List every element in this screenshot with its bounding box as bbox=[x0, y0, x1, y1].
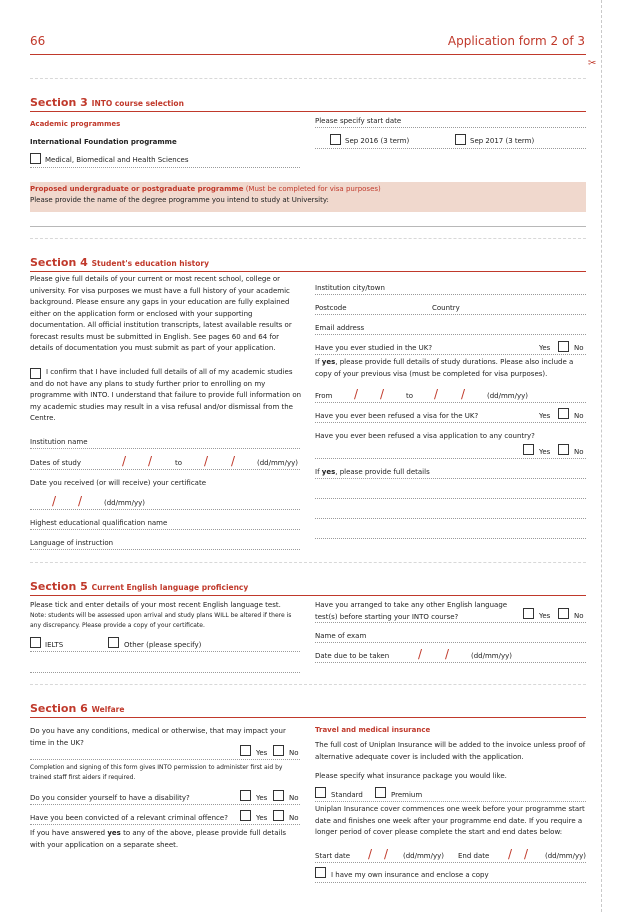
if-yes-prefix: If bbox=[315, 468, 322, 476]
section-6-rule bbox=[30, 717, 586, 718]
academic-programmes-label: Academic programmes bbox=[30, 120, 121, 128]
refused-any-checkbox[interactable] bbox=[523, 444, 534, 455]
section-5-heading bbox=[30, 580, 248, 594]
section-3-heading bbox=[30, 96, 184, 110]
english-test-note: Note: students will be assessed upon arrival and study plans WILL be altered if there is any discrepancy. Please provide a copy of your certificate. bbox=[30, 612, 292, 629]
if-yes-bold: yes bbox=[321, 358, 336, 366]
proposed-programme-field[interactable] bbox=[30, 226, 586, 227]
institution-name-field[interactable] bbox=[30, 448, 300, 449]
answered-yes-note bbox=[30, 828, 302, 851]
start-sep-2016-label: Sep 2016 (3 term) bbox=[345, 137, 410, 145]
date-format-label: (dd/mm/yy) bbox=[545, 852, 586, 860]
certificate-date-field[interactable] bbox=[30, 509, 300, 510]
section-6-heading bbox=[30, 702, 124, 716]
section-4-heading bbox=[30, 256, 209, 270]
other-tests-checkbox[interactable] bbox=[523, 608, 534, 619]
section-6-subtitle: Welfare bbox=[91, 705, 125, 714]
convicted-no-label: No bbox=[289, 814, 299, 822]
refused-details-field[interactable] bbox=[315, 538, 586, 539]
page-number: 66 bbox=[30, 34, 46, 48]
highest-qualification-field[interactable] bbox=[30, 529, 300, 530]
refused-uk-yes-label: Yes bbox=[539, 412, 551, 420]
refused-uk-question: Have you ever been refused a visa for the UK? bbox=[315, 412, 479, 420]
date-separator: / bbox=[508, 847, 513, 861]
postcode-label: Postcode bbox=[315, 304, 347, 312]
date-separator: / bbox=[354, 387, 359, 401]
institution-name-label: Institution name bbox=[30, 438, 88, 446]
from-label: From bbox=[315, 392, 333, 400]
conditions-yes-checkbox[interactable] bbox=[273, 745, 284, 756]
to-label: to bbox=[175, 459, 183, 467]
refused-detail-text: , please provide full details bbox=[335, 468, 430, 476]
other-tests-question: Have you arranged to take any other English language test(s) before starting your INTO course? bbox=[315, 601, 508, 621]
proposed-programme-label: Proposed undergraduate or postgraduate programme bbox=[30, 185, 244, 193]
other-tests-yes-label: Yes bbox=[539, 612, 551, 620]
disability-yes-label: Yes bbox=[256, 794, 268, 802]
dates-of-study-field[interactable] bbox=[30, 469, 300, 470]
other-tests-line bbox=[315, 622, 586, 623]
scissors-icon: ✂ bbox=[588, 58, 597, 69]
other-test-label: Other (please specify) bbox=[124, 641, 202, 649]
travel-insurance-heading: Travel and medical insurance bbox=[315, 726, 431, 734]
uniplan-text: The full cost of Uniplan Insurance will be added to the invoice unless proof of alternative adequate cover is included with the application. bbox=[315, 741, 586, 761]
refused-details-field[interactable] bbox=[315, 518, 586, 519]
own-insurance-label: I have my own insurance and enclose a copy bbox=[331, 871, 489, 879]
date-separator: / bbox=[231, 454, 236, 468]
conditions-question: Do you have any conditions, medical or otherwise, that may impact your time in the UK? bbox=[30, 727, 286, 747]
section-4-rule bbox=[30, 271, 586, 272]
proposed-programme-instructions: Please provide the name of the degree programme you intend to study at University: bbox=[30, 196, 329, 204]
start-sep-2016-checkbox[interactable] bbox=[330, 134, 341, 145]
date-separator: / bbox=[461, 387, 466, 401]
package-line bbox=[315, 801, 586, 802]
package-question: Please specify what insurance package you would like. bbox=[315, 772, 507, 780]
section-5-rule bbox=[30, 595, 586, 596]
education-intro: Please give full details of your current or most recent school, college or university. For visa purposes we must have a full history of your academic background. Please ensure any gaps in your education are fully explained either on the application form or enclosed with your supporting documentation. All official institution transcripts, latest available results or forecast results must be submitted in English. See pages 60 and 64 for details of documentation you must submit as part of your application. bbox=[30, 275, 292, 352]
start-date-line bbox=[315, 127, 586, 128]
exam-name-field[interactable] bbox=[315, 642, 586, 643]
section-3-subtitle: INTO course selection bbox=[91, 99, 184, 108]
date-separator: / bbox=[384, 847, 389, 861]
date-separator: / bbox=[78, 494, 83, 508]
date-format-label: (dd/mm/yy) bbox=[104, 499, 145, 507]
other-test-checkbox[interactable] bbox=[108, 637, 119, 648]
section-5-subtitle: Current English language proficiency bbox=[91, 583, 249, 592]
date-separator: / bbox=[148, 454, 153, 468]
disability-no-label: No bbox=[289, 794, 299, 802]
first-aid-note: Completion and signing of this form gives INTO permission to administer first aid by trained staff first aiders if required. bbox=[30, 764, 283, 781]
section-5-title: Section 5 bbox=[30, 580, 88, 593]
studied-uk-yes-label: Yes bbox=[539, 344, 551, 352]
exam-name-label: Name of exam bbox=[315, 632, 367, 640]
programme-line bbox=[30, 167, 300, 168]
start-date-bottom-line bbox=[315, 148, 586, 149]
disability-checkbox[interactable] bbox=[240, 790, 251, 801]
language-of-instruction-label: Language of instruction bbox=[30, 539, 114, 547]
date-separator: / bbox=[380, 387, 385, 401]
answered-prefix: If you have answered bbox=[30, 829, 108, 837]
conditions-line bbox=[30, 759, 300, 760]
refused-any-line bbox=[315, 458, 586, 459]
date-format-label: (dd/mm/yy) bbox=[403, 852, 444, 860]
refused-any-no-label: No bbox=[574, 448, 584, 456]
convicted-yes-label: Yes bbox=[256, 814, 268, 822]
country-label: Country bbox=[432, 304, 460, 312]
other-tests-yes-checkbox[interactable] bbox=[558, 608, 569, 619]
study-duration-field[interactable] bbox=[315, 402, 586, 403]
refused-any-yes-label: Yes bbox=[539, 448, 551, 456]
if-yes-prefix: If bbox=[315, 358, 322, 366]
convicted-checkbox[interactable] bbox=[240, 810, 251, 821]
start-sep-2017-checkbox[interactable] bbox=[455, 134, 466, 145]
section-spacer bbox=[30, 684, 586, 694]
own-insurance-line bbox=[315, 882, 586, 883]
confirm-text: I confirm that I have included full details of all of my academic studies and do not have any plans to study further prior to enrolling on my programme with INTO. I understand that failure to provide full information on my academic studies may result in a visa refusal and/or dismissal from the Centre. bbox=[30, 368, 302, 422]
header-rule bbox=[30, 54, 586, 55]
section-3-rule bbox=[30, 111, 586, 112]
cover-text: Uniplan Insurance cover commences one week before your programme start date and finishes one week after your programme end date. If you require a longer period of cover please complete the start and end dates below: bbox=[315, 805, 585, 836]
disability-line bbox=[30, 804, 300, 805]
date-format-label: (dd/mm/yy) bbox=[471, 652, 512, 660]
language-of-instruction-field[interactable] bbox=[30, 549, 300, 550]
form-page-title: Application form 2 of 3 bbox=[447, 34, 585, 48]
refused-any-question: Have you ever been refused a visa application to any country? bbox=[315, 432, 535, 440]
dates-of-study-label: Dates of study bbox=[30, 459, 81, 467]
date-due-field[interactable] bbox=[315, 662, 586, 663]
conditions-yes-label: Yes bbox=[256, 749, 268, 757]
date-separator: / bbox=[418, 647, 423, 661]
cover-dates-field[interactable] bbox=[315, 862, 586, 863]
disability-question: Do you consider yourself to have a disability? bbox=[30, 794, 190, 802]
section-spacer bbox=[30, 562, 586, 572]
date-separator: / bbox=[368, 847, 373, 861]
test-details-field[interactable] bbox=[30, 672, 300, 673]
certificate-date-label: Date you received (or will receive) your certificate bbox=[30, 479, 207, 487]
answered-bold: yes bbox=[107, 829, 121, 837]
own-insurance-checkbox[interactable] bbox=[315, 867, 326, 878]
start-date-label: Please specify start date bbox=[315, 117, 402, 125]
date-separator: / bbox=[524, 847, 529, 861]
date-separator: / bbox=[445, 647, 450, 661]
proposed-programme-heading bbox=[30, 185, 381, 194]
date-separator: / bbox=[122, 454, 127, 468]
studied-uk-yes-checkbox[interactable] bbox=[558, 341, 569, 352]
start-date-label: Start date bbox=[315, 852, 351, 860]
postcode-country-field[interactable] bbox=[315, 314, 586, 315]
answered-suffix: to any of the above, please provide full details with your application on a separate sheet. bbox=[30, 829, 287, 849]
convicted-question: Have you been convicted of a relevant criminal offence? bbox=[30, 814, 228, 822]
section-4-subtitle: Student's education history bbox=[91, 259, 209, 268]
section-4-title: Section 4 bbox=[30, 256, 88, 269]
institution-city-label: Institution city/town bbox=[315, 284, 385, 292]
standard-checkbox[interactable] bbox=[315, 787, 326, 798]
premium-checkbox[interactable] bbox=[375, 787, 386, 798]
studied-uk-details bbox=[315, 357, 587, 380]
english-test-intro: Please tick and enter details of your most recent English language test. bbox=[30, 601, 281, 609]
studied-uk-line bbox=[315, 354, 586, 355]
end-date-label: End date bbox=[458, 852, 490, 860]
ielts-checkbox[interactable] bbox=[30, 637, 41, 648]
date-separator: / bbox=[52, 494, 57, 508]
other-tests-no-label: No bbox=[574, 612, 584, 620]
studied-uk-question: Have you ever studied in the UK? bbox=[315, 344, 433, 352]
proposed-programme-note: (Must be completed for visa purposes) bbox=[245, 185, 381, 193]
section-spacer bbox=[30, 78, 586, 88]
to-label: to bbox=[406, 392, 414, 400]
convicted-line bbox=[30, 824, 300, 825]
date-due-label: Date due to be taken bbox=[315, 652, 390, 660]
conditions-no-label: No bbox=[289, 749, 299, 757]
refused-details-label bbox=[315, 468, 430, 477]
section-spacer bbox=[30, 238, 586, 248]
test-details-line bbox=[30, 651, 300, 652]
section-3-title: Section 3 bbox=[30, 96, 88, 109]
conditions-checkbox[interactable] bbox=[240, 745, 251, 756]
start-sep-2017-label: Sep 2017 (3 term) bbox=[470, 137, 535, 145]
email-field[interactable] bbox=[315, 334, 586, 335]
disability-yes-checkbox[interactable] bbox=[273, 790, 284, 801]
date-format-label: (dd/mm/yy) bbox=[487, 392, 528, 400]
if-yes-bold: yes bbox=[321, 468, 336, 476]
premium-label: Premium bbox=[391, 791, 423, 799]
institution-city-field[interactable] bbox=[315, 294, 586, 295]
refused-details-field[interactable] bbox=[315, 498, 586, 499]
refused-uk-yes-checkbox[interactable] bbox=[558, 408, 569, 419]
convicted-yes-checkbox[interactable] bbox=[273, 810, 284, 821]
studied-uk-no-label: No bbox=[574, 344, 584, 352]
medical-option-label: Medical, Biomedical and Health Sciences bbox=[45, 156, 189, 164]
date-separator: / bbox=[434, 387, 439, 401]
standard-label: Standard bbox=[331, 791, 363, 799]
refused-details-line bbox=[315, 478, 586, 479]
date-separator: / bbox=[204, 454, 209, 468]
date-format-label: (dd/mm/yy) bbox=[257, 459, 298, 467]
programme-name: International Foundation programme bbox=[30, 138, 177, 146]
email-label: Email address bbox=[315, 324, 365, 332]
highest-qualification-label: Highest educational qualification name bbox=[30, 519, 168, 527]
ielts-label: IELTS bbox=[45, 641, 64, 649]
refused-uk-line bbox=[315, 422, 586, 423]
studied-detail-text: , please provide full details of study durations. Please also include a copy of your previous visa (must be completed for visa purposes). bbox=[315, 358, 574, 378]
cut-line bbox=[601, 0, 602, 912]
refused-any-yes-checkbox[interactable] bbox=[558, 444, 569, 455]
refused-uk-no-label: No bbox=[574, 412, 584, 420]
medical-option-checkbox[interactable] bbox=[30, 153, 41, 164]
section-6-title: Section 6 bbox=[30, 702, 88, 715]
